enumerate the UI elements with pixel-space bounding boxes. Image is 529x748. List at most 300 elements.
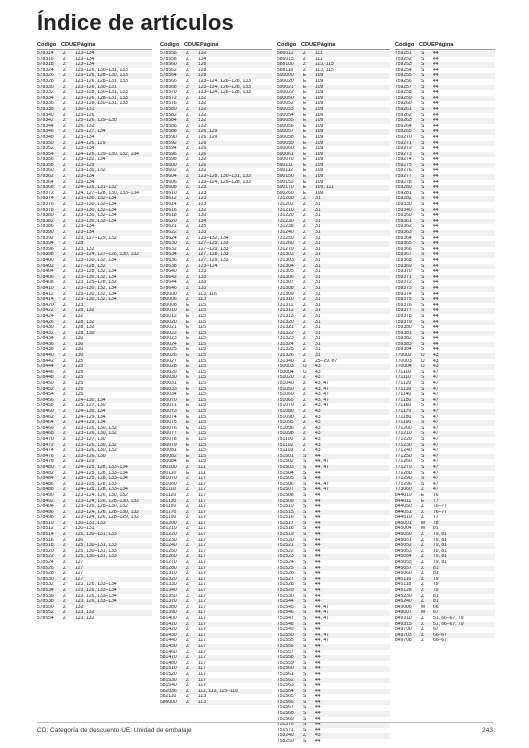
article-code: 581370 [160, 599, 177, 605]
discount-category: S [421, 274, 425, 280]
discount-category: S [303, 610, 307, 616]
page-ref: 79 [433, 576, 439, 582]
discount-category: S [303, 655, 307, 661]
header-cd: CD [184, 42, 193, 48]
article-code: 751556 [277, 643, 294, 649]
discount-category: Z [186, 157, 190, 163]
discount-category: Z [186, 571, 190, 577]
page-ref: 44 [433, 246, 439, 252]
page-ref: 123–134 [75, 51, 95, 56]
discount-category: S [303, 705, 307, 711]
article-code: 581070 [160, 476, 177, 482]
header-code: Código [395, 42, 415, 48]
page-ref: 126 [198, 146, 207, 152]
page-ref: 31 [315, 291, 321, 297]
article-code: 759381 [395, 330, 412, 336]
page-ref: 31 [315, 274, 321, 280]
page-ref: 123–126 [75, 112, 95, 118]
page-ref: 44 [433, 241, 439, 247]
discount-category: S [303, 481, 307, 487]
article-code: 771190 [395, 420, 412, 426]
page-ref: 123–128, 132, 134 [75, 269, 117, 275]
discount-category: Z [303, 224, 307, 230]
page-ref: 123–124, 126, 130, 132 [75, 492, 128, 498]
page-ref: 44 [433, 157, 439, 163]
discount-category: Z [421, 504, 425, 510]
discount-category: E [303, 112, 307, 118]
page-ref: 117 [198, 638, 206, 644]
article-code: 578640 [160, 269, 177, 275]
article-code: 578624 [160, 235, 177, 241]
page-ref: 44, 47 [315, 604, 329, 610]
discount-category: Z [63, 308, 67, 314]
discount-category: S [303, 588, 307, 593]
discount-category: Z [186, 51, 190, 56]
discount-category: Z [63, 179, 67, 185]
article-code: 751096 [277, 425, 294, 431]
article-code: 578604 [160, 174, 177, 180]
article-code: 578608 [160, 185, 177, 191]
discount-category: Z [63, 565, 67, 571]
discount-category: U [303, 364, 307, 370]
article-code: 731310 [277, 297, 294, 303]
article-code: 578558 [160, 56, 177, 62]
page-ref: 77 [433, 498, 439, 504]
article-code: 771170 [395, 409, 412, 414]
page-ref: 117 [198, 509, 206, 515]
discount-category: Z [186, 291, 190, 297]
page-ref: 123–124, 126–128, 133 [198, 78, 251, 84]
article-code: 578592 [160, 140, 177, 146]
article-code: 578332 [37, 90, 54, 96]
discount-category: E [303, 73, 307, 79]
page-ref: 44 [433, 78, 439, 84]
page-ref: 44 [433, 297, 439, 303]
discount-category: Z [421, 582, 425, 588]
article-code: 751568 [277, 711, 294, 717]
page-ref: 123–128, 130–131, 133 [198, 174, 251, 180]
article-code: 578414 [37, 297, 54, 303]
article-code: 849700 [395, 627, 412, 633]
article-code: 590061 [277, 151, 294, 157]
page-ref: 126 [198, 151, 207, 157]
discount-category: Z [186, 118, 190, 124]
discount-category: Z [303, 420, 307, 426]
page-ref: 44, 47 [315, 464, 329, 470]
article-code: 759384 [395, 347, 412, 353]
page-ref: 117 [198, 548, 206, 554]
discount-category: S [421, 330, 425, 336]
article-code: 751525 [277, 565, 294, 571]
article-code: 580030 [160, 375, 177, 381]
page-ref: 113 [198, 297, 206, 303]
article-code: 581390 [160, 610, 177, 616]
discount-category: Z [186, 593, 190, 599]
discount-category: S [421, 386, 425, 392]
article-code: 731303 [277, 257, 294, 263]
article-code: 578328 [37, 78, 54, 84]
article-code: 578316 [37, 56, 54, 62]
page-ref: 132 [198, 95, 207, 101]
article-code: 578538 [37, 599, 54, 605]
page-ref: 117 [198, 588, 206, 593]
page-ref: 109 [315, 112, 324, 118]
page-ref: 117 [198, 492, 206, 498]
page-ref: 44 [315, 492, 321, 498]
discount-category: Z [186, 615, 190, 621]
page-ref: 123–130, 132–134 [75, 207, 117, 213]
page-ref: 44 [433, 218, 439, 224]
discount-category: Z [63, 297, 67, 303]
page-ref: 115 [198, 330, 206, 336]
page-ref: 124–125, 128, 133–134 [75, 464, 128, 470]
page-ref: 123–134 [75, 174, 95, 180]
article-code: 759361 [395, 218, 412, 224]
article-code: 751050 [277, 386, 294, 392]
article-code: 578460 [37, 409, 54, 414]
article-code: 759377 [395, 308, 412, 314]
page-ref: 44 [315, 599, 321, 605]
page-ref: 44 [433, 336, 439, 342]
discount-category: Z [63, 442, 67, 448]
page-ref: 132 [198, 123, 207, 129]
page-ref: 44 [315, 532, 321, 538]
article-code: 770002 [395, 353, 412, 359]
discount-category: S [421, 392, 425, 398]
discount-category: Z [303, 347, 307, 353]
page-ref: 128, 130 [75, 330, 95, 336]
page-ref: 127 [75, 571, 84, 577]
page-ref: 123–126, 130, 132 [75, 431, 117, 437]
page-ref: 125, 130–131, 133 [75, 543, 117, 549]
article-code: 750003 [277, 364, 294, 370]
discount-category: S [421, 336, 425, 342]
article-code: 849315 [395, 621, 412, 627]
discount-category: Z [63, 185, 67, 191]
page-ref: 44 [433, 269, 439, 275]
article-code: 753240 [277, 733, 294, 739]
discount-category: Z [186, 140, 190, 146]
article-code: 771120 [395, 381, 412, 387]
page-ref: 43 [315, 436, 321, 442]
article-code: 578618 [160, 213, 177, 219]
discount-category: S [421, 140, 425, 146]
discount-category: Z [421, 593, 425, 599]
article-code: 751557 [277, 649, 294, 655]
article-code: 849006 [395, 604, 412, 610]
article-code: 578494 [37, 504, 54, 510]
article-code: 581450 [160, 643, 177, 649]
discount-category: Z [421, 554, 425, 560]
page-ref: 47 [433, 464, 439, 470]
page-title: Índice de artículos [37, 10, 234, 35]
discount-category: Z [186, 515, 190, 521]
discount-category: Z [63, 140, 67, 146]
page-ref: 44 [315, 554, 321, 560]
discount-category: E [303, 134, 307, 140]
page-ref: 123–128, 130–131, 133 [75, 90, 128, 96]
page-ref: 109, 111 [315, 185, 334, 191]
article-code: 578642 [160, 274, 177, 280]
header-page: Página [317, 42, 336, 48]
discount-category: Z [63, 56, 67, 62]
page-ref: 44 [315, 739, 321, 745]
article-code: 581080 [160, 481, 177, 487]
article-code: 580031 [160, 381, 177, 387]
article-code: 845240 [395, 599, 412, 605]
discount-category: Z [421, 560, 425, 566]
discount-category: E [186, 375, 190, 381]
page-ref: 79, 81 [433, 532, 447, 538]
discount-category: Z [186, 588, 190, 593]
discount-category: S [303, 548, 307, 554]
article-code: 581320 [160, 576, 177, 582]
discount-category: S [303, 543, 307, 549]
page-ref: 31 [315, 280, 321, 286]
page-ref: 44 [315, 498, 321, 504]
page-ref: 44 [315, 716, 321, 722]
discount-category: E [186, 302, 190, 308]
discount-category: Z [186, 297, 190, 303]
page-ref: 125 [75, 392, 84, 398]
article-code: 578462 [37, 414, 54, 420]
article-code: 759262 [395, 112, 412, 118]
page-ref: 127–128, 132 [75, 263, 106, 269]
article-code: 759382 [395, 336, 412, 342]
discount-category: E [186, 403, 190, 409]
page-ref: 111, 113, 115–116 [198, 688, 238, 694]
discount-category: Z [63, 168, 67, 174]
page-ref: 117 [198, 560, 206, 566]
page-ref: 43 [315, 425, 321, 431]
discount-category: E [421, 492, 425, 498]
page-ref: 81 [433, 526, 439, 532]
page-ref: 123–126, 128–130, 133 [75, 73, 128, 79]
discount-category: Z [63, 403, 67, 409]
article-code: 759362 [395, 224, 412, 230]
article-code: 751560 [277, 666, 294, 672]
discount-category: S [421, 409, 425, 414]
discount-category: S [421, 436, 425, 442]
article-code: 751090 [277, 414, 294, 420]
discount-category: Z [63, 392, 67, 398]
page-ref: 76 [433, 492, 439, 498]
article-code: 731309 [277, 291, 294, 297]
article-code: 759371 [395, 274, 412, 280]
discount-category: S [303, 599, 307, 605]
article-code: 759364 [395, 235, 412, 241]
discount-category: Z [63, 369, 67, 375]
article-code: 578438 [37, 347, 54, 353]
discount-category: Z [186, 269, 190, 275]
article-code: 578490 [37, 492, 54, 498]
page-ref: 123–132, 134 [75, 157, 106, 163]
discount-category: E [186, 431, 190, 437]
page-ref: 47 [433, 386, 439, 392]
article-code: 578336 [37, 101, 54, 107]
discount-category: Z [303, 353, 307, 359]
article-code: 590022 [277, 90, 294, 96]
page-ref: 43 [433, 353, 439, 359]
page-ref: 115 [198, 397, 206, 403]
article-code: 581200 [160, 520, 177, 526]
article-code: 731202 [277, 202, 294, 208]
discount-category: E [303, 90, 307, 96]
page-ref: 109 [315, 73, 324, 79]
article-code: 758250 [277, 739, 294, 745]
article-code: 588100 [277, 62, 294, 68]
discount-category: S [421, 476, 425, 482]
article-code: 578530 [37, 576, 54, 582]
article-code: 590021 [277, 84, 294, 90]
article-code: 578600 [160, 162, 177, 168]
article-code: 581480 [160, 660, 177, 666]
article-code: 578452 [37, 386, 54, 392]
page-ref: 125, 130–131, 133 [75, 532, 117, 538]
article-code: 845057 [395, 565, 412, 571]
discount-category: E [303, 123, 307, 129]
discount-category: Z [303, 313, 307, 319]
page-ref: 44 [315, 705, 321, 711]
article-code: 578510 [37, 520, 54, 526]
discount-category: E [186, 459, 190, 465]
article-code: 751527 [277, 576, 294, 582]
discount-category: Z [303, 308, 307, 314]
page-ref: 117 [198, 627, 206, 633]
article-code: 731304 [277, 263, 294, 269]
discount-category: S [421, 90, 425, 96]
discount-category: S [421, 62, 425, 68]
page-ref: 123–125, 128, 133 [75, 481, 117, 487]
header-cd: CD [419, 42, 428, 48]
article-code: 578612 [160, 196, 177, 202]
discount-category: S [421, 112, 425, 118]
page-ref: 44 [433, 196, 439, 202]
page-ref: 125–127, 134 [75, 129, 106, 135]
page-ref: 128, 132 [75, 308, 95, 314]
discount-category: Z [63, 174, 67, 180]
page-ref: 125 [75, 386, 84, 392]
page-ref: 43, 47 [315, 381, 329, 387]
page-ref: 115 [198, 453, 206, 459]
index-column [37, 42, 152, 622]
page-ref: 44, 47 [315, 481, 329, 487]
article-code: 581380 [160, 604, 177, 610]
page-ref: 115 [198, 364, 206, 370]
article-code: 751515 [277, 509, 294, 515]
discount-category: Z [421, 632, 425, 638]
discount-category: S [421, 185, 425, 191]
article-code: 580012 [160, 313, 177, 319]
page-ref: 79, 81 [433, 554, 447, 560]
page-ref: 47 [433, 459, 439, 465]
discount-category: S [421, 67, 425, 73]
article-code: 578482 [37, 470, 54, 476]
article-code: 759372 [395, 280, 412, 286]
discount-category: Z [303, 241, 307, 247]
discount-category: Z [186, 638, 190, 644]
page-ref: 125–126, 129–130 [75, 118, 117, 124]
article-code: 578564 [160, 73, 177, 79]
discount-category: Z [63, 381, 67, 387]
page-ref: 117 [198, 599, 206, 605]
article-code: 578324 [37, 67, 54, 73]
discount-category: Z [63, 414, 67, 420]
article-code: 586012 [277, 51, 294, 56]
page-ref: 123–124 [198, 263, 218, 269]
discount-category: Z [63, 207, 67, 213]
discount-category: E [186, 414, 190, 420]
discount-category: Z [186, 235, 190, 241]
discount-category: Z [63, 582, 67, 588]
page-ref: 117 [198, 476, 206, 482]
page-ref: 44 [433, 302, 439, 308]
page-ref: 109 [315, 123, 324, 129]
page-ref: 109 [315, 78, 324, 84]
article-code: 580070 [160, 397, 177, 403]
discount-category: Z [186, 168, 190, 174]
page-ref: 31 [315, 252, 321, 258]
article-code: 578516 [37, 537, 54, 543]
page-ref: 111 [198, 464, 206, 470]
discount-category: S [421, 151, 425, 157]
page-ref: 44 [315, 453, 321, 459]
article-code: 731210 [277, 207, 294, 213]
page-ref: 44 [315, 470, 321, 476]
discount-category: S [421, 341, 425, 347]
discount-category: Z [63, 302, 67, 308]
page-ref: 125, 127, 130 [75, 403, 106, 409]
column-header [160, 42, 272, 50]
discount-category: Z [186, 179, 190, 185]
article-code: 578590 [160, 134, 177, 140]
discount-category: S [421, 134, 425, 140]
page-ref: 117 [198, 671, 206, 677]
page-ref: 44 [433, 51, 439, 56]
discount-category: S [303, 739, 307, 745]
article-code: 580021 [160, 325, 177, 331]
discount-category: S [303, 615, 307, 621]
discount-category: Z [303, 269, 307, 275]
article-code: 578402 [37, 263, 54, 269]
article-code: 590057 [277, 129, 294, 135]
article-code: 578374 [37, 196, 54, 202]
page-ref: 124–126, 129 [75, 140, 106, 146]
discount-category: Z [421, 537, 425, 543]
page-ref: 44 [315, 565, 321, 571]
article-code: 578326 [37, 73, 54, 79]
article-code: 750004 [277, 369, 294, 375]
page-ref: 31 [315, 302, 321, 308]
page-ref: 130–131, 133 [75, 520, 106, 526]
page-ref: 31 [315, 207, 321, 213]
discount-category: E [186, 336, 190, 342]
page-ref: 44 [433, 202, 439, 208]
discount-category: S [421, 118, 425, 124]
discount-category: S [303, 470, 307, 476]
footer-legend: CD: Categoría de descuento UE: Unidad de embalaje [37, 727, 192, 734]
discount-category: Z [186, 218, 190, 224]
discount-category: Z [303, 381, 307, 387]
article-code: 751562 [277, 677, 294, 683]
article-code: 759375 [395, 297, 412, 303]
discount-category: S [303, 632, 307, 638]
article-code: 771270 [395, 464, 412, 470]
page-ref: 126 [198, 140, 207, 146]
page-ref: 109 [315, 84, 324, 90]
article-code: 759383 [395, 341, 412, 347]
page-ref: 44 [433, 168, 439, 174]
